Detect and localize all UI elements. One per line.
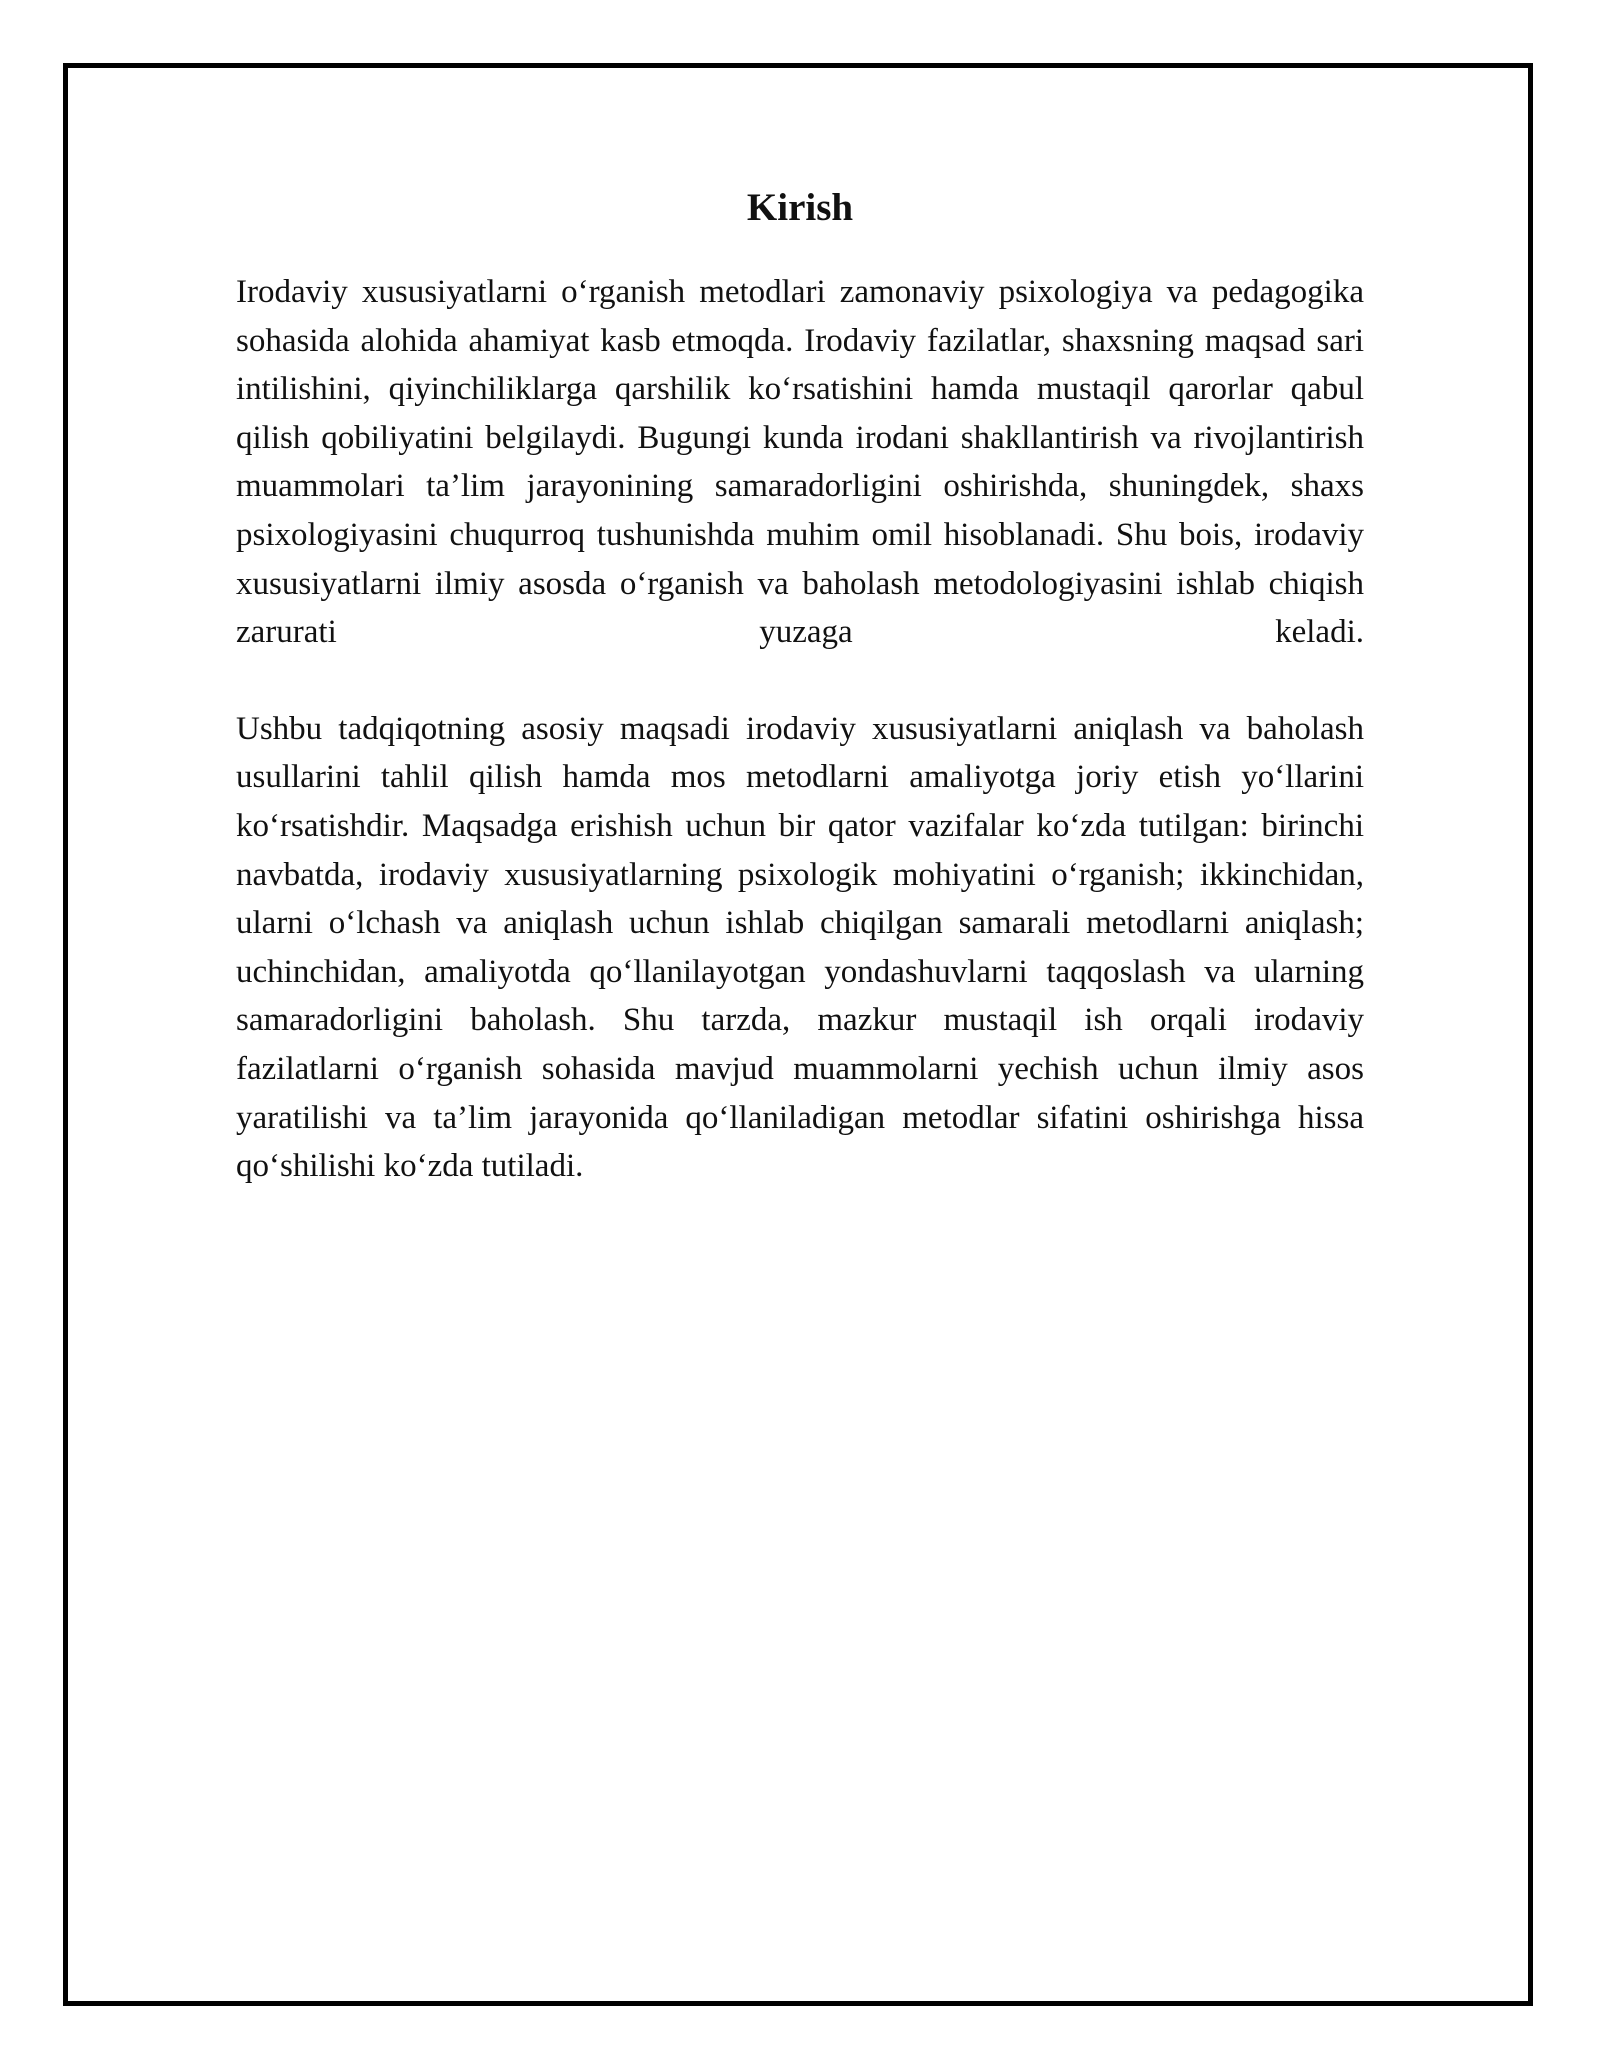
paragraph-spacer xyxy=(236,657,1364,705)
document-body xyxy=(236,180,1364,1191)
paragraph-intro: Irodaviy xususiyatlarni o‘rganish metodlari zamonaviy psixologiya va pedagogika sohasida alohida ahamiyat kasb etmoqda. Irodaviy fazilatlar, shaxsning maqsad sari intilishini, qiyinchiliklarga qarshilik ko‘rsatishini hamda mustaqil qarorlar qabul qilish qobiliyatini belgilaydi. Bugungi kunda irodani shakllantirish va rivojlantirish muammolari ta’lim jarayonining samaradorligini oshirishda, shuningdek, shaxs psixologiyasini chuqurroq tushunishda muhim omil hisoblanadi. Shu bois, irodaviy xususiyatlarni ilmiy asosda o‘rganish va baholash metodologiyasini ishlab chiqish zarurati yuzaga keladi. xyxy=(236,274,1364,651)
page-title: Kirish xyxy=(746,186,854,229)
paragraph-goals: Ushbu tadqiqotning asosiy maqsadi irodaviy xususiyatlarni aniqlash va baholash usullarini tahlil qilish hamda mos metodlarni amaliyotga joriy etish yo‘llarini ko‘rsatishdir. Maqsadga erishish uchun bir qator vazifalar ko‘zda tutilgan: birinchi navbatda, irodaviy xususiyatlarning psixologik mohiyatini o‘rganish; ikkinchidan, ularni o‘lchash va aniqlash uchun ishlab chiqilgan samarali metodlarni aniqlash; uchinchidan, amaliyotda qo‘llanilayotgan yondashuvlarni taqqoslash va ularning samaradorligini baholash. Shu tarzda, mazkur mustaqil ish orqali irodaviy fazilatlarni o‘rganish sohasida mavjud muammolarni yechish uchun ilmiy asos yaratilishi va ta’lim jarayonida qo‘llaniladigan metodlar sifatini oshirishga hissa qo‘shilishi ko‘zda tutiladi. xyxy=(236,710,1364,1185)
